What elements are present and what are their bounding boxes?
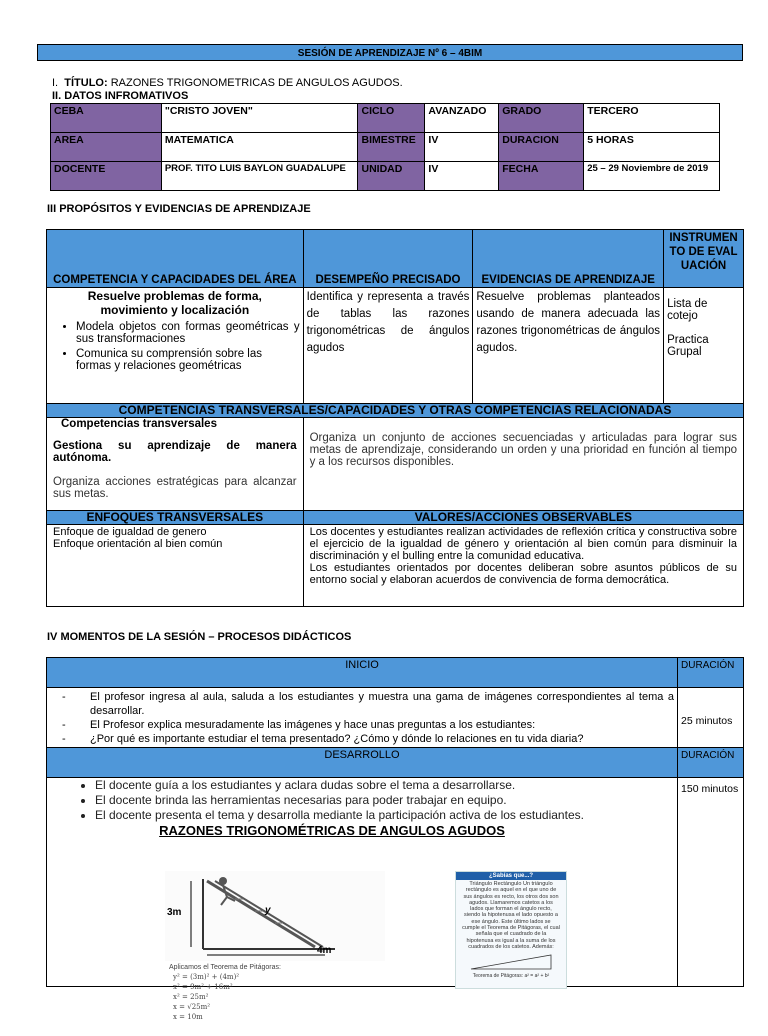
formula-intro: Aplicamos el Teorema de Pitágoras: <box>169 964 281 971</box>
formula-line: x = 10m <box>173 1013 203 1021</box>
instrumento-item: Practica Grupal <box>667 334 709 358</box>
info-card-footer: Teorema de Pitágoras: a² = a² + b² <box>472 973 550 980</box>
datos-table <box>50 103 720 191</box>
column-header: EVIDENCIAS DE APRENDIZAJE <box>473 230 664 288</box>
table-cell: 25 – 29 Noviembre de 2019 <box>584 162 720 191</box>
formula-line: y² = (3m)² + (4m)² <box>173 973 240 981</box>
table-row <box>51 104 720 133</box>
transversal-competencia: Gestiona su aprendizaje de manera autónoma. <box>53 440 297 464</box>
triangle-icon <box>461 951 561 971</box>
table-row <box>47 658 744 688</box>
list-item: • Comunica su comprensión sobre las formas y relaciones geométricas <box>76 348 300 372</box>
formula-line: x² = 25m² <box>173 993 209 1001</box>
competencia-cell <box>47 288 304 404</box>
ladder-illustration <box>165 871 385 961</box>
table-row <box>47 418 744 511</box>
section-title: RAZONES TRIGONOMÉTRICAS DE ANGULOS AGUDOS <box>159 823 505 838</box>
table-cell: MATEMATICA <box>161 133 358 162</box>
valores-header: VALORES/ACCIONES OBSERVABLES <box>303 511 743 525</box>
evidencias-cell: Resuelve problemas planteados usando de manera adecuada las razones trigonométricas de ángulos agudos. <box>473 288 664 404</box>
desarrollo-duracion: 150 minutos <box>678 778 744 987</box>
table-row <box>47 404 744 418</box>
base-label: 4m <box>317 945 332 956</box>
desarrollo-header: DESARROLLO <box>47 748 678 778</box>
table-cell: AREA <box>51 133 162 162</box>
list-item-text: El profesor ingresa al aula, saluda a los estudiantes y muestra una gama de imágenes correspondientes al tema a desarrollar. <box>90 691 675 717</box>
momentos-table <box>46 657 744 1021</box>
inicio-duracion: 25 minutos <box>678 688 744 748</box>
duracion-header: DURACIÓN <box>678 748 744 778</box>
table-cell: FECHA <box>499 162 584 191</box>
propositos-table <box>46 229 744 607</box>
table-row <box>47 525 744 607</box>
table-row <box>51 133 720 162</box>
table-cell: PROF. TITO LUIS BAYLON GUADALUPE <box>161 162 358 191</box>
titulo-line <box>52 77 403 89</box>
enfoques-cell <box>47 525 304 607</box>
hyp-label: y <box>265 905 271 916</box>
list-item: • El docente brinda las herramientas necesarias para poder trabajar en equipo. <box>95 793 677 808</box>
table-cell: 5 HORAS <box>584 133 720 162</box>
column-header: COMPETENCIA Y CAPACIDADES DEL ÁREA <box>47 230 304 288</box>
list-item-text: ¿Por qué es importante estudiar el tema presentado? ¿Cómo y dónde lo relaciones en tu vida diaria? <box>90 733 584 745</box>
competencia-title: Resuelve problemas de forma, movimiento y localización <box>87 289 262 317</box>
table-row <box>47 511 744 525</box>
inicio-content <box>47 688 678 748</box>
table-cell: TERCERO <box>584 104 720 133</box>
instrumentos-cell <box>664 288 744 404</box>
table-cell: "CRISTO JOVEN" <box>161 104 358 133</box>
table-cell: IV <box>425 133 499 162</box>
list-item: • El docente presenta el tema y desarrolla mediante la participación activa de los estudiantes. <box>95 808 677 823</box>
info-card <box>455 871 567 989</box>
list-item-text: El Profesor explica mesuradamente las imágenes y hace unas preguntas a los estudiantes: <box>90 719 536 731</box>
table-cell: GRADO <box>499 104 584 133</box>
ladder-figure <box>165 871 385 1036</box>
enfoque-item: Enfoque de igualdad de genero <box>53 526 207 538</box>
info-card-body: Triángulo Rectángulo Un triángulo rectángulo es aquel en el que uno de sus ángulos es recto, los otros dos son agudos. Llamaremos catetos a los lados que forman el ángulo recto, siendo la hipotenusa el lado opuesto a ese ángulo. Este último lados se cumple el Teorema de Pitágoras, el cual señala que el cuadrado de la hipotenusa es igual a la suma de los cuadrados de los catetos. Además: <box>462 881 560 950</box>
formula-line: x = √25m² <box>173 1003 211 1011</box>
table-cell: DURACION <box>499 133 584 162</box>
page-title: SESIÓN DE APRENDIZAJE Nº 6 – 4BIM <box>37 44 743 61</box>
table-row <box>47 230 744 288</box>
table-row <box>47 288 744 404</box>
transversal-desc-cell: Organiza un conjunto de acciones secuenciadas y articuladas para lograr sus metas de aprendizaje, considerando un orden y una prioridad en función al tiempo y a los recursos disponibles. <box>303 418 743 511</box>
desarrollo-content <box>47 778 678 1021</box>
table-row <box>51 162 720 191</box>
column-header: INSTRUMENTO DE EVALUACIÓN <box>664 230 744 288</box>
table-row <box>47 778 744 987</box>
enfoques-header: ENFOQUES TRANSVERSALES <box>47 511 304 525</box>
table-cell: AVANZADO <box>425 104 499 133</box>
propositos-heading: III PROPÓSITOS Y EVIDENCIAS DE APRENDIZAJE <box>47 203 311 215</box>
table-cell: IV <box>425 162 499 191</box>
table-cell: CICLO <box>358 104 425 133</box>
titulo-label: TÍTULO: <box>64 77 108 89</box>
titulo-num: I. <box>52 77 59 89</box>
transversal-capacidad: Organiza acciones estratégicas para alcanzar sus metas. <box>53 476 297 500</box>
valor-item: Los docentes y estudiantes realizan actividades de reflexión crítica y constructiva sobre el ejercicio de la igualdad de género y orientación al bien común para disminuir la discriminación y el bulling entre la comunidad educativa. <box>309 526 737 562</box>
list-item: • El docente guía a los estudiantes y aclara dudas sobre el tema a desarrollarse. <box>95 778 677 793</box>
table-cell: CEBA <box>51 104 162 133</box>
list-item: - El profesor ingresa al aula, saluda a los estudiantes y muestra una gama de imágenes correspondientes al tema a desarrollar. <box>62 691 675 717</box>
desempeno-cell: Identifica y representa a través de tablas las razones trigonométricas de ángulos agudos <box>303 288 473 404</box>
list-item: • Modela objetos con formas geométricas y sus transformaciones <box>76 321 300 345</box>
table-row <box>47 688 744 748</box>
transversales-cell <box>47 418 304 511</box>
table-cell: BIMESTRE <box>358 133 425 162</box>
datos-heading: II. DATOS INFROMATIVOS <box>52 90 189 102</box>
duracion-header: DURACIÓN <box>678 658 744 688</box>
enfoque-item: Enfoque orientación al bien común <box>53 538 223 550</box>
valores-cell <box>303 525 743 607</box>
transversales-band: COMPETENCIAS TRANSVERSALES/CAPACIDADES Y OTRAS COMPETENCIAS RELACIONADAS <box>47 404 744 418</box>
valor-item: Los estudiantes orientados por docentes deliberan sobre asuntos públicos de su entorno social y elaboran acuerdos de convivencia de forma democrática. <box>309 562 737 586</box>
transversales-label: Competencias transversales <box>61 418 217 430</box>
list-item: - El Profesor explica mesuradamente las imágenes y hace unas preguntas a los estudiantes: <box>62 719 536 731</box>
inicio-header: INICIO <box>47 658 678 688</box>
height-label: 3m <box>167 907 182 918</box>
formula-line: x² = 9m² + 16m² <box>173 983 233 991</box>
momentos-heading: IV MOMENTOS DE LA SESIÓN – PROCESOS DIDÁCTICOS <box>47 631 352 643</box>
column-header: DESEMPEÑO PRECISADO <box>303 230 473 288</box>
instrumento-item: Lista de cotejo <box>667 298 708 322</box>
table-row <box>47 748 744 778</box>
table-cell: DOCENTE <box>51 162 162 191</box>
titulo-value: RAZONES TRIGONOMETRICAS DE ANGULOS AGUDOS. <box>110 77 403 89</box>
info-card-title: ¿Sabías que...? <box>456 872 566 880</box>
table-cell: UNIDAD <box>358 162 425 191</box>
list-item: - ¿Por qué es importante estudiar el tema presentado? ¿Cómo y dónde lo relaciones en tu vida diaria? <box>62 733 584 745</box>
